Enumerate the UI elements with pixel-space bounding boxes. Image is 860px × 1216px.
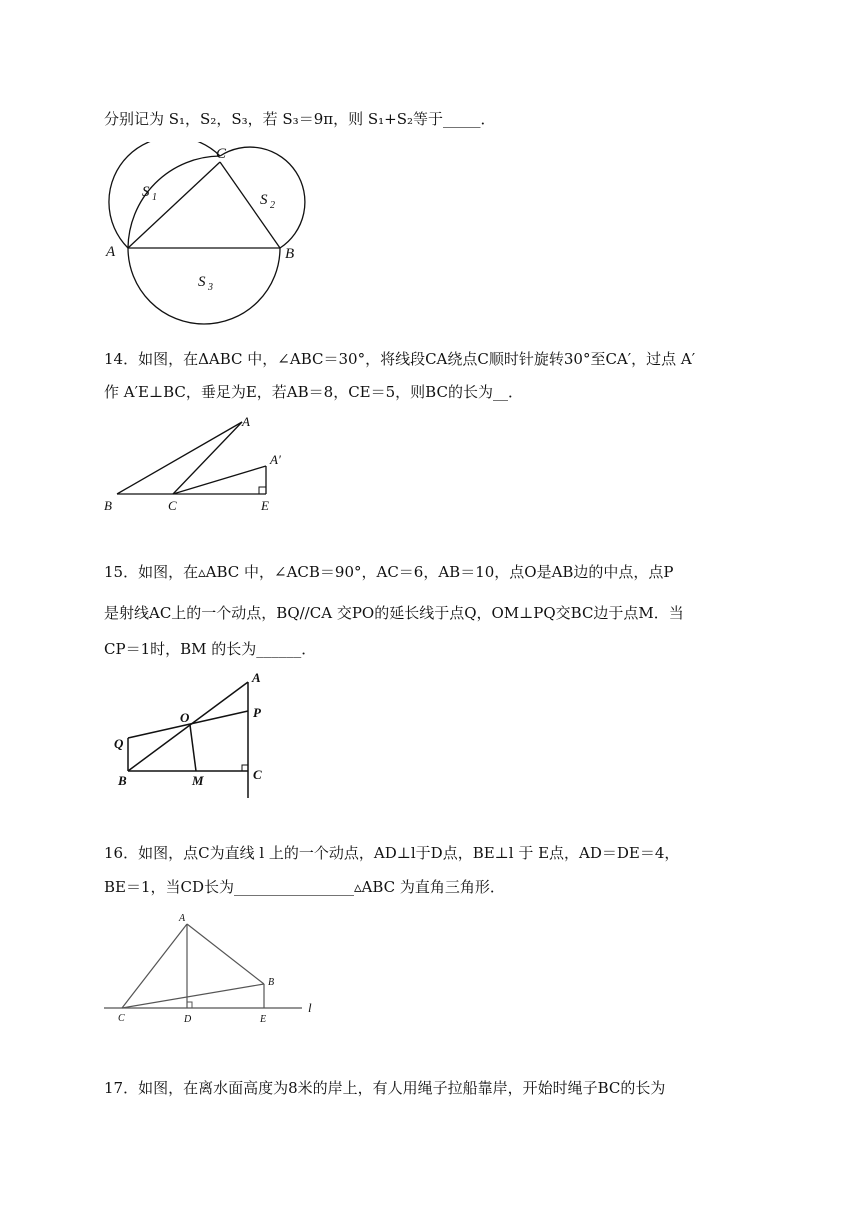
q16-text-line-2: BE＝1，当CD长为________________▵ABC 为直角三角形．: [104, 878, 505, 896]
segment-ab: [187, 924, 264, 984]
label-a: A: [252, 670, 261, 685]
q15-text-line-3: CP＝1时，BM 的长为______．: [104, 640, 317, 658]
segment-ba: [117, 422, 242, 494]
q13-text-line: 分别记为 S₁，S₂，S₃，若 S₃＝9π，则 S₁+S₂等于_____．: [104, 110, 496, 128]
label-a-prime: A′: [270, 452, 281, 467]
label-a: A: [179, 913, 186, 924]
segment-cb: [122, 984, 264, 1008]
right-angle-mark: [187, 1002, 192, 1008]
label-s2-sub: 2: [270, 200, 275, 211]
right-angle-mark: [242, 765, 248, 771]
q16-text-line-1: 16．如图，点C为直线 l 上的一个动点，AD⊥l于D点，BE⊥l 于 E点，AD＝DE＝4，: [104, 844, 680, 862]
segment-om: [190, 725, 196, 771]
q15-text-line-1: 15．如图，在▵ABC 中，∠ACB＝90°，AC＝6，AB＝10，点O是AB边的中点，点P: [104, 563, 674, 581]
figure-16-line-l: [100, 908, 330, 1024]
segment-ab: [128, 682, 248, 771]
label-b: B: [118, 773, 127, 788]
label-s3: S: [198, 274, 206, 290]
q15-text-line-2: 是射线AC上的一个动点，BQ//CA 交PO的延长线于点Q，OM⊥PQ交BC边于点M．当: [104, 604, 684, 622]
label-e: E: [260, 1014, 267, 1024]
right-angle-mark: [259, 487, 266, 494]
semicircle-ac: [128, 156, 220, 248]
label-b: B: [285, 246, 295, 262]
q14-text-line-1: 14．如图，在ΔABC 中，∠ABC＝30°，将线段CA绕点C顺时针旋转30°至CA′，过点 A′: [104, 350, 696, 368]
label-c: C: [253, 767, 262, 782]
label-p: P: [253, 705, 261, 720]
label-l: l: [308, 1000, 312, 1015]
label-a: A: [106, 244, 116, 260]
label-e: E: [261, 498, 269, 513]
label-c: C: [216, 146, 227, 162]
q17-text-line-1: 17．如图，在离水面高度为8米的岸上，有人用绳子拉船靠岸，开始时绳子BC的长为: [104, 1079, 666, 1097]
label-b: B: [104, 498, 112, 513]
label-d: D: [184, 1014, 192, 1024]
label-m: M: [192, 773, 204, 788]
label-s1: S: [142, 184, 150, 200]
label-s1-sub: 1: [152, 192, 157, 203]
label-o: O: [180, 710, 190, 725]
label-q: Q: [114, 736, 124, 751]
label-s2: S: [260, 192, 268, 208]
segment-ca: [122, 924, 187, 1008]
label-c: C: [168, 498, 177, 513]
label-b: B: [268, 977, 275, 988]
label-c: C: [118, 1013, 125, 1024]
figure-13-circles: [100, 142, 320, 332]
figure-15-triangle: [108, 668, 278, 800]
figure-14-rotation: [100, 412, 310, 516]
q14-text-line-2: 作 A′E⊥BC，垂足为E，若AB＝8，CE＝5，则BC的长为__．: [104, 383, 523, 401]
label-a: A: [242, 414, 250, 429]
label-s3-sub: 3: [208, 282, 213, 293]
segment-ac: [128, 162, 220, 248]
